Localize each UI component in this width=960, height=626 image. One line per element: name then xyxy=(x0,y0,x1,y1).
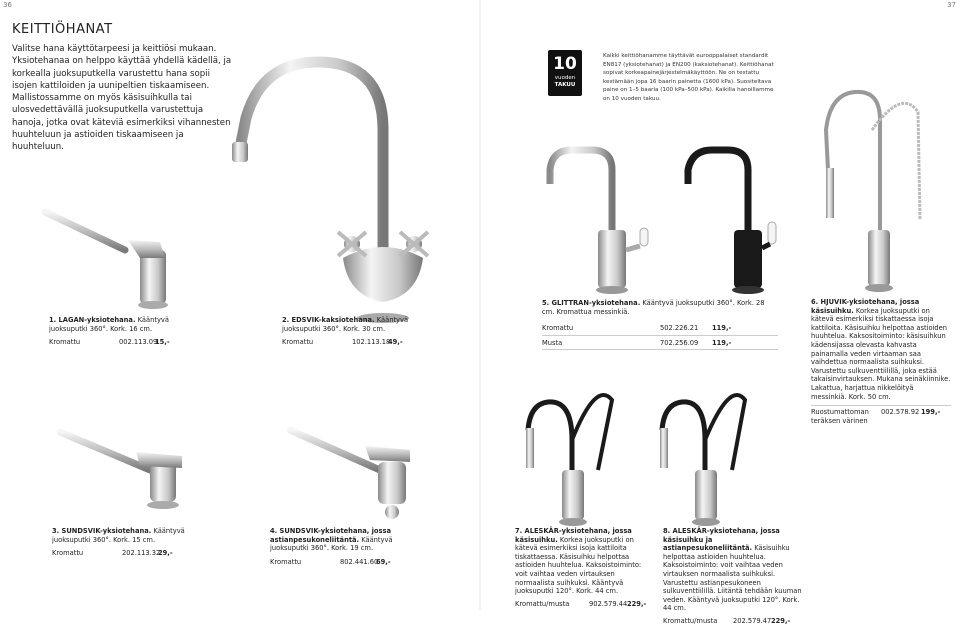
price: 229,- xyxy=(627,599,647,608)
product-8 xyxy=(663,527,803,626)
product-6-name: 6. HJUVIK-yksiotehana, jossa käsisuihku. xyxy=(811,298,920,315)
product-1-row xyxy=(49,338,189,347)
faucet-aleskar-image xyxy=(526,395,612,526)
section-title: KEITTIÖHANAT xyxy=(12,22,113,37)
guarantee-label-1: vuoden xyxy=(554,75,576,81)
price: 119,- xyxy=(712,338,732,347)
faucet-glittran-chrome-image xyxy=(550,150,648,294)
article-number: 502.226.21 xyxy=(660,324,699,333)
product-color: Ruostumattoman teräksen värinen xyxy=(811,408,869,425)
product-color: Kromattu xyxy=(49,338,81,347)
product-4-desc: Kääntyvä juoksuputki 360°. Kork. 19 cm. xyxy=(270,535,393,553)
page-number-right: 37 xyxy=(947,1,956,9)
faucet-edsvik-image xyxy=(232,62,428,323)
price: 69,- xyxy=(376,557,391,566)
product-2-name: 2. EDSVIK-kaksiotehana. xyxy=(282,316,375,324)
product-5 xyxy=(542,299,778,350)
article-number: 102.113.18 xyxy=(352,338,391,347)
faucet-glittran-black-image xyxy=(688,150,776,294)
faucet-sundsvik-dishwasher-image xyxy=(290,430,410,519)
price: 229,- xyxy=(771,616,791,625)
product-1 xyxy=(49,316,189,347)
product-5-desc: Kääntyvä juoksuputki 360°. Kork. 28 cm. Kromattua messinkiä. xyxy=(542,299,765,316)
price: 15,- xyxy=(155,338,170,347)
product-2 xyxy=(282,316,422,347)
faucet-aleskar-dishwasher-image xyxy=(660,395,745,526)
product-3-desc: Kääntyvä juoksuputki 360°. Kork. 15 cm. xyxy=(52,527,185,544)
faucet-sundsvik-image xyxy=(60,432,182,509)
price: 119,- xyxy=(712,324,732,333)
price: 199,- xyxy=(921,408,941,417)
product-4-name: 4. SUNDSVIK-yksiotehana, jossa astianpesukoneliitäntä. xyxy=(270,527,391,544)
product-7-name: 7. ALESKÄR-yksiotehana, jossa käsisuihku. xyxy=(515,527,632,544)
guarantee-years: 10 xyxy=(553,54,577,74)
product-8-name: 8. ALESKÄR-yksiotehana, jossa käsisuihku ja astianpesukoneliitäntä. xyxy=(663,527,780,553)
product-5-row-2 xyxy=(542,339,778,351)
product-5-row-1 xyxy=(542,324,778,336)
product-2-row xyxy=(282,338,422,347)
product-5-name: 5. GLITTRAN-yksiotehana. xyxy=(542,299,641,307)
guarantee-label-2: TAKUU xyxy=(554,82,576,88)
article-number: 002.578.92 xyxy=(881,408,920,417)
product-color: Kromattu xyxy=(542,324,574,333)
product-4-row xyxy=(270,558,410,567)
product-1-desc: Kääntyvä juoksuputki 360°. Kork. 16 cm. xyxy=(49,316,169,333)
article-number: 802.441.60 xyxy=(340,557,379,566)
product-6 xyxy=(811,298,951,425)
price: 49,- xyxy=(388,338,403,347)
product-color: Kromattu xyxy=(52,549,84,558)
product-6-desc: Korkea juoksuputki on kätevä esimerkiksi tiskattaessa isoja kattiloita. Käsisuihku helpottaa astioiden huuhtelua. Kaksositoiminto: käsisuihkun kädensijassa olevasta kahvasta painamalla veden virtaaman saa vaihdettua normaalista suihkuksi. Varustettu sulkuventtiilillä, joka estää takaisinvirtauksen. Mukana seinäkiinnike. Lakattua, harjattua nikkelöityä messinkiä. Kork. 50 cm. xyxy=(811,306,951,401)
product-3-name: 3. SUNDSVIK-yksiotehana. xyxy=(52,527,152,535)
product-6-row xyxy=(811,405,951,425)
faucet-hjuvik-image xyxy=(826,92,920,292)
product-7-row xyxy=(515,600,649,609)
product-7 xyxy=(515,527,649,608)
product-3-row xyxy=(52,549,192,558)
article-number: 202.113.32 xyxy=(122,549,161,558)
product-8-desc: Käsisuihku helpottaa astioiden huuhtelua. Kaksoistoiminto: voit vaihtaa veden virtauksen normaalista suihkuksi. Varustettu astianpesukoneen sulkuventtiilillä. Liitäntä tehdään kuuman veden. Kääntyvä juoksuputki 120°. Kork. 44 cm. xyxy=(663,544,802,613)
product-color: Musta xyxy=(542,338,563,347)
product-color: Kromattu xyxy=(282,338,314,347)
product-1-name: 1. LAGAN-yksiotehana. xyxy=(49,316,136,324)
intro-text: Valitse hana käyttötarpeesi ja keittiösi mukaan. Yksiotehanaa on helppo käyttää yhdellä kädellä, ja korkealla juoksuputkella varustettu hana sopii isojen kattiloiden ja uunipeltien tiskaamiseen. Mallistossamme on myös käsisuihkulla tai ulosvedettävällä juoksuputkella varustettuja hanoja, jotka ovat käteviä esimerkiksi vihannesten huuhteluun ja astioiden tiskaamiseen ja huuhteluun. xyxy=(12,44,232,153)
product-color: Kromattu/musta xyxy=(663,616,718,625)
product-8-row xyxy=(663,617,803,626)
product-3 xyxy=(52,527,192,558)
price: 29,- xyxy=(158,549,173,558)
product-4 xyxy=(270,527,410,566)
page-number-left: 36 xyxy=(3,1,12,9)
article-number: 202.579.47 xyxy=(733,616,772,625)
article-number: 902.579.44 xyxy=(589,599,628,608)
article-number: 702.256.09 xyxy=(660,338,699,347)
product-7-desc: Korkea juoksuputki on kätevä esimerkiksi isoja kattiloita tiskattaessa. Käsisuihku helpottaa astioiden huuhtelua. Kaksoistoiminto: voit vaihtaa veden virtauksen normaalista suihkuksi. Kääntyvä juoksuputki 120°. Kork. 44 cm. xyxy=(515,535,642,596)
article-number: 002.113.09 xyxy=(119,338,158,347)
product-2-desc: Kääntyvä juoksuputki 360°. Kork. 30 cm. xyxy=(282,316,409,333)
guarantee-text: Kaikki keittiöhanamme täyttävät eurooppalaiset standardit EN817 (yksiotehanat) ja EN200 (kaksiotehanat). Keittiöhanat sopivat korkeapainejärjestelmäkäyttöön. Ne on testattu kestämään jopa 16 baarin painetta (1600 kPa). Suositeltava paine on 1–5 baaria (100 kPa–500 kPa). Kaikilla hanoillamme on 10 vuoden takuu. xyxy=(603,53,774,102)
faucet-lagan-image xyxy=(45,212,168,309)
product-color: Kromattu xyxy=(270,557,302,566)
product-color: Kromattu/musta xyxy=(515,599,570,608)
